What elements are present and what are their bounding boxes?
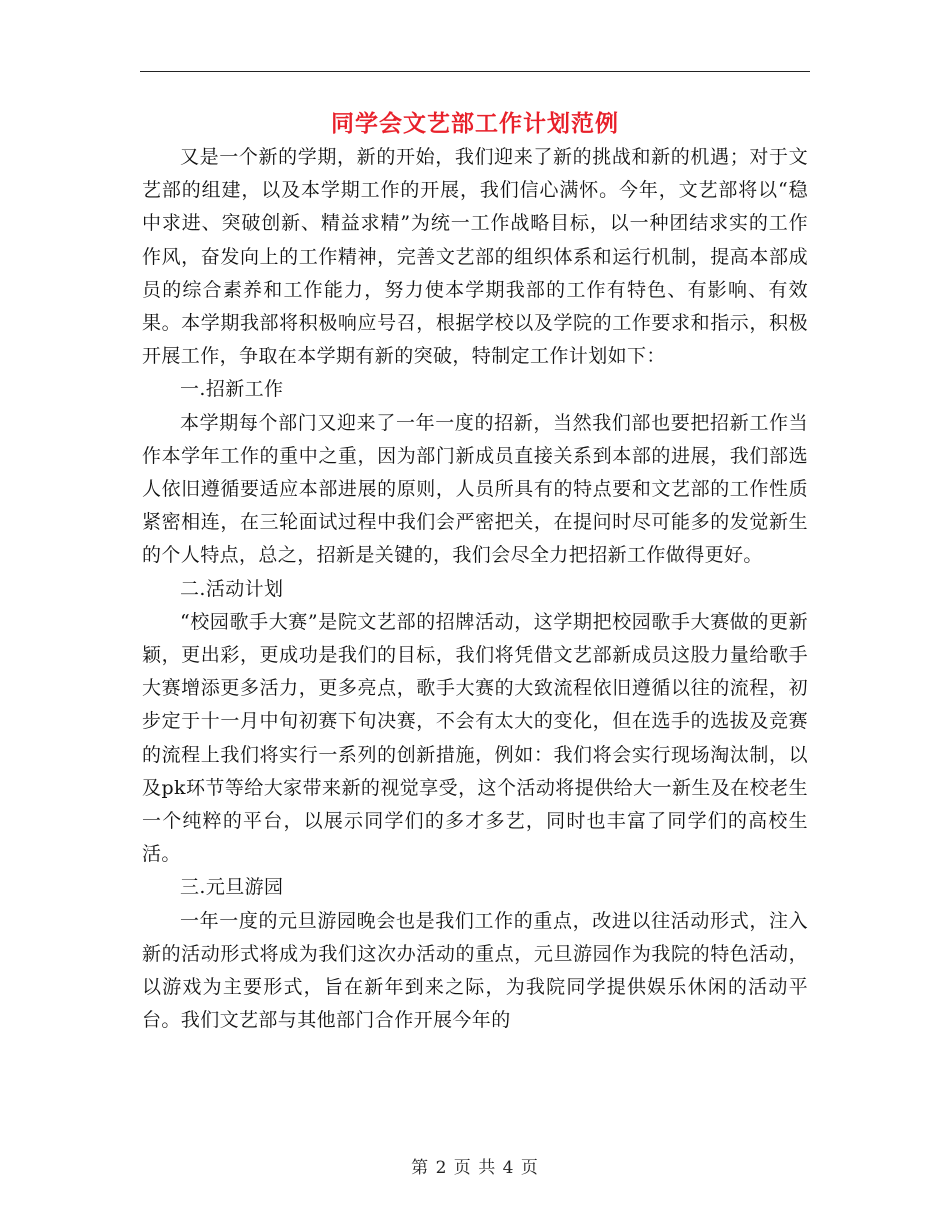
section-heading-new-year-party: 三.元旦游园: [180, 876, 284, 899]
recruitment-paragraph: 本学期每个部门又迎来了一年一度的招新，当然我们部也要把招新工作当作本学年工作的重中之重，因为部门新成员直接关系到本部的进展，我们部选人依旧遵循要适应本部进展的原则，人员所具有的特点要和文艺部的工作性质紧密相连，在三轮面试过程中我们会严密把关，在提问时尽可能多的发觉新生的个人特点，总之，招新是关键的，我们会尽全力把招新工作做得更好。: [142, 411, 808, 567]
intro-paragraph: 又是一个新的学期，新的开始，我们迎来了新的挑战和新的机遇；对于文艺部的组建，以及本学期工作的开展，我们信心满怀。今年，文艺部将以“稳中求进、突破创新、精益求精”为统一工作战略目标，以一种团结求实的工作作风，奋发向上的工作精神，完善文艺部的组织体系和运行机制，提高本部成员的综合素养和工作能力，努力使本学期我部的工作有特色、有影响、有效果。本学期我部将积极响应号召，根据学校以及学院的工作要求和指示，积极开展工作，争取在本学期有新的突破，特制定工作计划如下：: [142, 146, 808, 368]
section-heading-recruitment: 一.招新工作: [180, 378, 284, 401]
section-heading-activity-plan: 二.活动计划: [180, 577, 284, 600]
header-rule: [140, 71, 810, 72]
new-year-party-paragraph: 一年一度的元旦游园晚会也是我们工作的重点，改进以往活动形式，注入新的活动形式将成为我们这次办活动的重点，元旦游园作为我院的特色活动，以游戏为主要形式，旨在新年到来之际，为我院同学提供娱乐休闲的活动平台。我们文艺部与其他部门合作开展今年的: [142, 909, 808, 1032]
document-body: [142, 141, 808, 1037]
document-title: 同学会文艺部工作计划范例: [331, 110, 619, 137]
page-number-footer: 第 2 页 共 4 页: [411, 1158, 539, 1178]
activity-plan-paragraph: “校园歌手大赛”是院文艺部的招牌活动，这学期把校园歌手大赛做的更新颖，更出彩，更成功是我们的目标，我们将凭借文艺部新成员这股力量给歌手大赛增添更多活力，更多亮点，歌手大赛的大致流程依旧遵循以往的流程，初步定于十一月中旬初赛下旬决赛，不会有太大的变化，但在选手的选拔及竞赛的流程上我们将实行一系列的创新措施，例如：我们将会实行现场淘汰制，以及pk环节等给大家带来新的视觉享受，这个活动将提供给大一新生及在校老生一个纯粹的平台，以展示同学们的多才多艺，同时也丰富了同学们的高校生活。: [142, 610, 808, 866]
